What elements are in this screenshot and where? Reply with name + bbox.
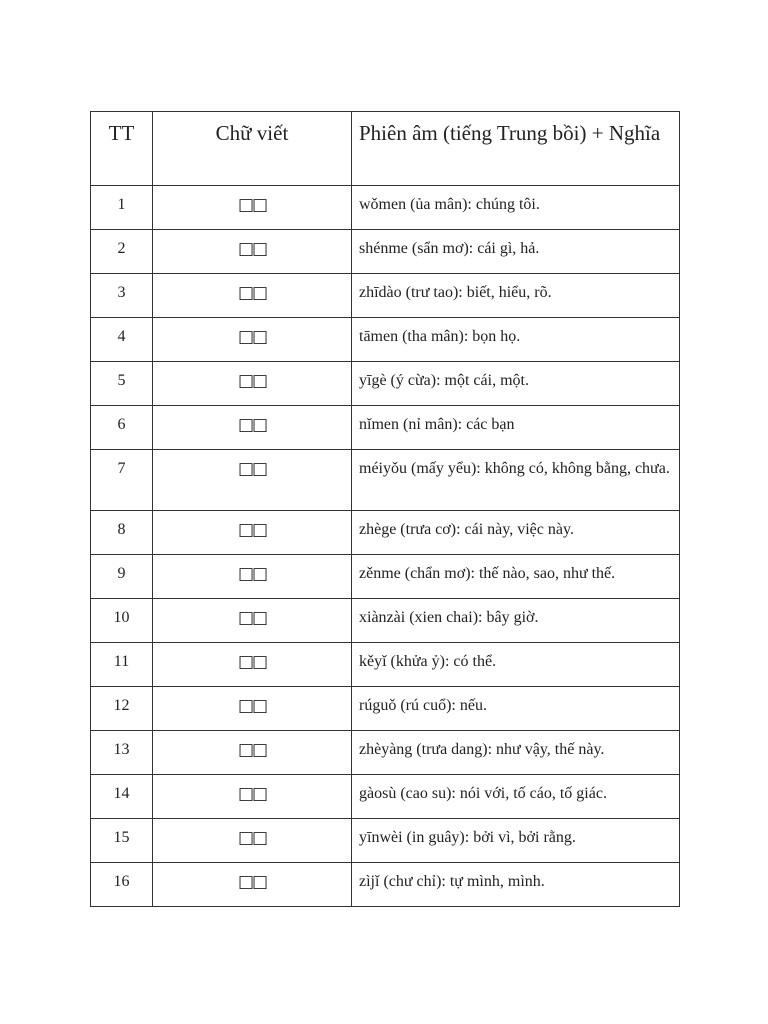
- pinyin-meaning: méiyǒu (mấy yểu): không có, không bằng, chưa.: [352, 450, 680, 511]
- table-row: [91, 643, 680, 687]
- table-row: [91, 318, 680, 362]
- chinese-characters: □□: [153, 863, 352, 907]
- chinese-characters: □□: [153, 687, 352, 731]
- row-number: 4: [91, 318, 153, 362]
- header-tt: TT: [91, 112, 153, 186]
- table-row: [91, 511, 680, 555]
- pinyin-meaning: wǒmen (ủa mân): chúng tôi.: [352, 186, 680, 230]
- vocabulary-table: [90, 111, 680, 907]
- chinese-characters: □□: [153, 775, 352, 819]
- chinese-characters: □□: [153, 230, 352, 274]
- table-row: [91, 362, 680, 406]
- chinese-characters: □□: [153, 599, 352, 643]
- pinyin-meaning: zhīdào (trư tao): biết, hiểu, rõ.: [352, 274, 680, 318]
- row-number: 2: [91, 230, 153, 274]
- row-number: 16: [91, 863, 153, 907]
- table-row: [91, 687, 680, 731]
- table-row: [91, 186, 680, 230]
- chinese-characters: □□: [153, 731, 352, 775]
- table-row: [91, 599, 680, 643]
- table-row: [91, 450, 680, 511]
- table-row: [91, 731, 680, 775]
- chinese-characters: □□: [153, 274, 352, 318]
- table-row: [91, 819, 680, 863]
- pinyin-meaning: yīnwèi (in guây): bởi vì, bởi rằng.: [352, 819, 680, 863]
- table-row: [91, 863, 680, 907]
- pinyin-meaning: zhège (trưa cơ): cái này, việc này.: [352, 511, 680, 555]
- row-number: 10: [91, 599, 153, 643]
- pinyin-meaning: kěyǐ (khửa ỷ): có thể.: [352, 643, 680, 687]
- chinese-characters: □□: [153, 511, 352, 555]
- table-header-row: [91, 112, 680, 186]
- pinyin-meaning: nǐmen (nỉ mân): các bạn: [352, 406, 680, 450]
- chinese-characters: □□: [153, 362, 352, 406]
- row-number: 5: [91, 362, 153, 406]
- pinyin-meaning: shénme (sẩn mơ): cái gì, hả.: [352, 230, 680, 274]
- pinyin-meaning: gàosù (cao su): nói với, tố cáo, tố giác.: [352, 775, 680, 819]
- header-meaning: Phiên âm (tiếng Trung bồi) + Nghĩa: [352, 112, 680, 186]
- table-row: [91, 230, 680, 274]
- row-number: 12: [91, 687, 153, 731]
- row-number: 3: [91, 274, 153, 318]
- chinese-characters: □□: [153, 555, 352, 599]
- table-row: [91, 555, 680, 599]
- chinese-characters: □□: [153, 643, 352, 687]
- header-chars: Chữ viết: [153, 112, 352, 186]
- row-number: 15: [91, 819, 153, 863]
- row-number: 11: [91, 643, 153, 687]
- table-row: [91, 406, 680, 450]
- row-number: 1: [91, 186, 153, 230]
- pinyin-meaning: zìjǐ (chư chỉ): tự mình, mình.: [352, 863, 680, 907]
- table-row: [91, 274, 680, 318]
- chinese-characters: □□: [153, 819, 352, 863]
- pinyin-meaning: xiànzài (xien chai): bây giờ.: [352, 599, 680, 643]
- table-row: [91, 775, 680, 819]
- pinyin-meaning: zhèyàng (trưa dang): như vậy, thế này.: [352, 731, 680, 775]
- pinyin-meaning: rúguǒ (rú cuổ): nếu.: [352, 687, 680, 731]
- pinyin-meaning: tāmen (tha mân): bọn họ.: [352, 318, 680, 362]
- chinese-characters: □□: [153, 450, 352, 511]
- chinese-characters: □□: [153, 186, 352, 230]
- row-number: 7: [91, 450, 153, 511]
- row-number: 6: [91, 406, 153, 450]
- chinese-characters: □□: [153, 318, 352, 362]
- row-number: 14: [91, 775, 153, 819]
- pinyin-meaning: yīgè (ý cừa): một cái, một.: [352, 362, 680, 406]
- row-number: 9: [91, 555, 153, 599]
- row-number: 13: [91, 731, 153, 775]
- chinese-characters: □□: [153, 406, 352, 450]
- row-number: 8: [91, 511, 153, 555]
- pinyin-meaning: zěnme (chẩn mơ): thế nào, sao, như thế.: [352, 555, 680, 599]
